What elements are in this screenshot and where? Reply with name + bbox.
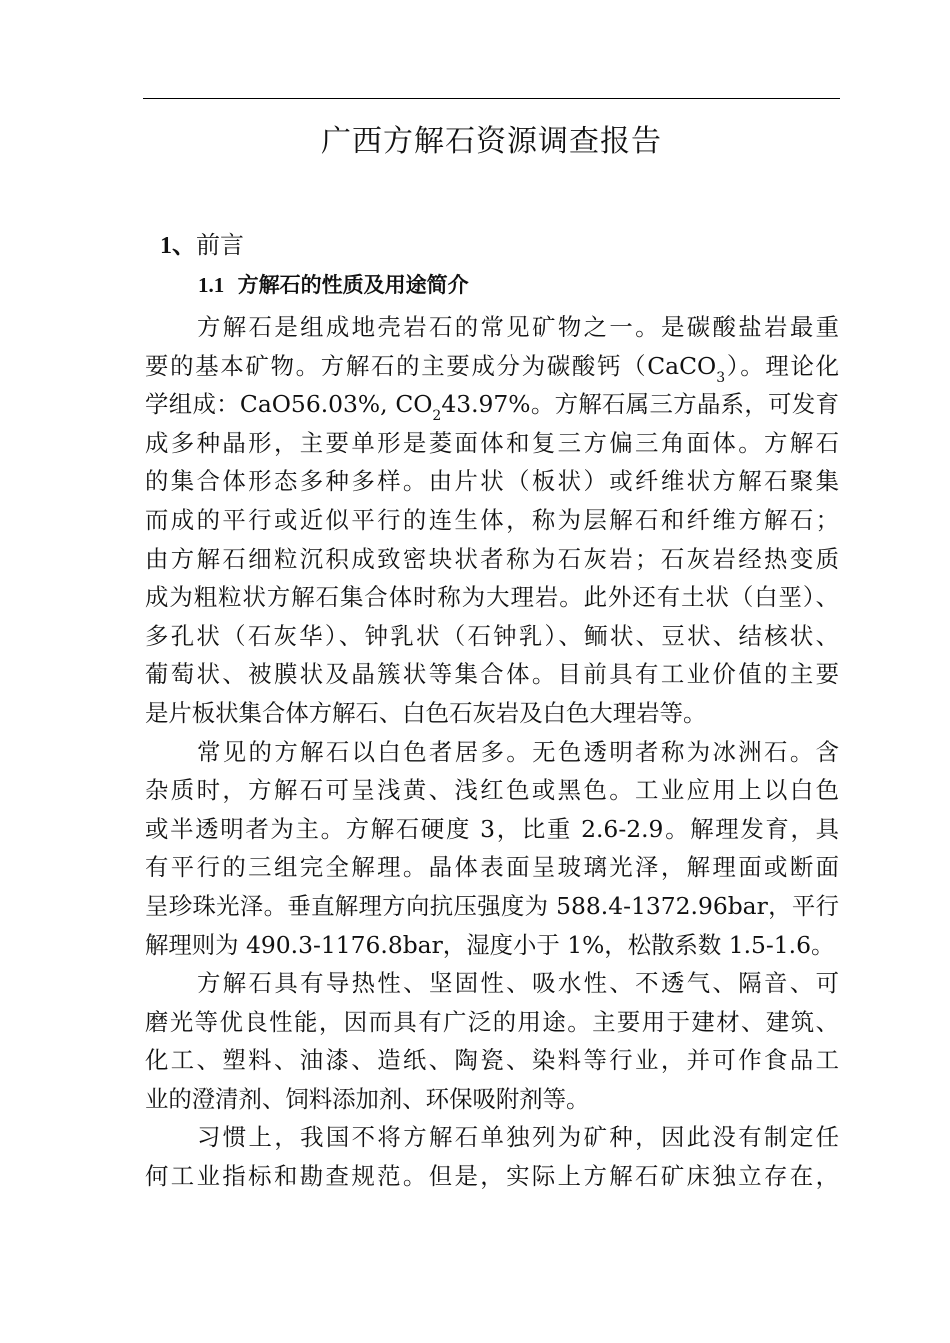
text-line: 是片板状集合体方解石、白色石灰岩及白色大理岩等。 xyxy=(145,698,707,727)
text-line: 呈珍珠光泽。垂直解理方向抗压强度为 588.4-1372.96bar，平行 xyxy=(145,891,839,920)
subsection-number: 1.1 xyxy=(198,273,225,297)
document-title: 广西方解石资源调查报告 xyxy=(321,124,662,159)
text-line: 而成的平行或近似平行的连生体，称为层解石和纤维方解石； xyxy=(145,505,839,534)
section-title: 前言 xyxy=(196,231,244,259)
text-line xyxy=(145,385,839,424)
header-rule xyxy=(143,98,840,99)
text-line: 方解石是组成地壳岩石的常见矿物之一。是碳酸盐岩最重 xyxy=(197,313,839,341)
text-line: 的集合体形态多种多样。由片状（板状）或纤维状方解石聚集 xyxy=(145,467,839,496)
text-line xyxy=(145,347,839,386)
text-line: 常见的方解石以白色者居多。无色透明者称为冰洲石。含 xyxy=(197,737,839,766)
text-segment: 43.97%。方解石属三方晶系，可发育 xyxy=(441,390,839,419)
text-line: 业的澄清剂、饲料添加剂、环保吸附剂等。 xyxy=(145,1084,590,1113)
text-line: 杂质时，方解石可呈浅黄、浅红色或黑色。工业应用上以白色 xyxy=(145,776,839,805)
subsection-heading-1-1 xyxy=(198,268,469,302)
text-line: 或半透明者为主。方解石硬度 3，比重 2.6-2.9。解理发育，具 xyxy=(145,814,839,843)
text-line: 何工业指标和勘查规范。但是，实际上方解石矿床独立存在， xyxy=(145,1162,839,1191)
subscript: 3 xyxy=(716,369,726,386)
subscript: 2 xyxy=(432,408,442,425)
text-segment: 学组成：CaO56.03%, CO xyxy=(145,390,433,419)
text-line: 成多种晶形，主要单形是菱面体和复三方偏三角面体。方解石 xyxy=(145,428,839,457)
section-heading-1 xyxy=(160,228,244,263)
text-line: 有平行的三组完全解理。晶体表面呈玻璃光泽，解理面或断面 xyxy=(145,853,839,882)
section-number: 1、 xyxy=(160,233,196,259)
text-line: 方解石具有导热性、坚固性、吸水性、不透气、隔音、可 xyxy=(197,969,839,998)
body-text xyxy=(145,308,839,1196)
text-line: 习惯上，我国不将方解石单独列为矿种，因此没有制定任 xyxy=(197,1123,839,1152)
text-line: 磨光等优良性能，因而具有广泛的用途。主要用于建材、建筑、 xyxy=(145,1007,839,1036)
text-line: 化工、塑料、油漆、造纸、陶瓷、染料等行业，并可作食品工 xyxy=(145,1046,839,1075)
text-segment: 要的基本矿物。方解石的主要成分为碳酸钙（CaCO xyxy=(145,351,717,380)
text-segment: ）。理论化 xyxy=(725,351,839,380)
text-line: 多孔状（石灰华）、钟乳状（石钟乳）、鲕状、豆状、结核状、 xyxy=(145,621,839,650)
text-line: 葡萄状、被膜状及晶簇状等集合体。目前具有工业价值的主要 xyxy=(145,660,839,689)
text-line: 成为粗粒状方解石集合体时称为大理岩。此外还有土状（白垩）、 xyxy=(145,583,839,612)
text-line: 由方解石细粒沉积成致密块状者称为石灰岩；石灰岩经热变质 xyxy=(145,544,839,573)
subsection-title: 方解石的性质及用途简介 xyxy=(237,273,469,297)
text-line: 解理则为 490.3-1176.8bar，湿度小于 1%，松散系数 1.5-1.6。 xyxy=(145,930,835,959)
